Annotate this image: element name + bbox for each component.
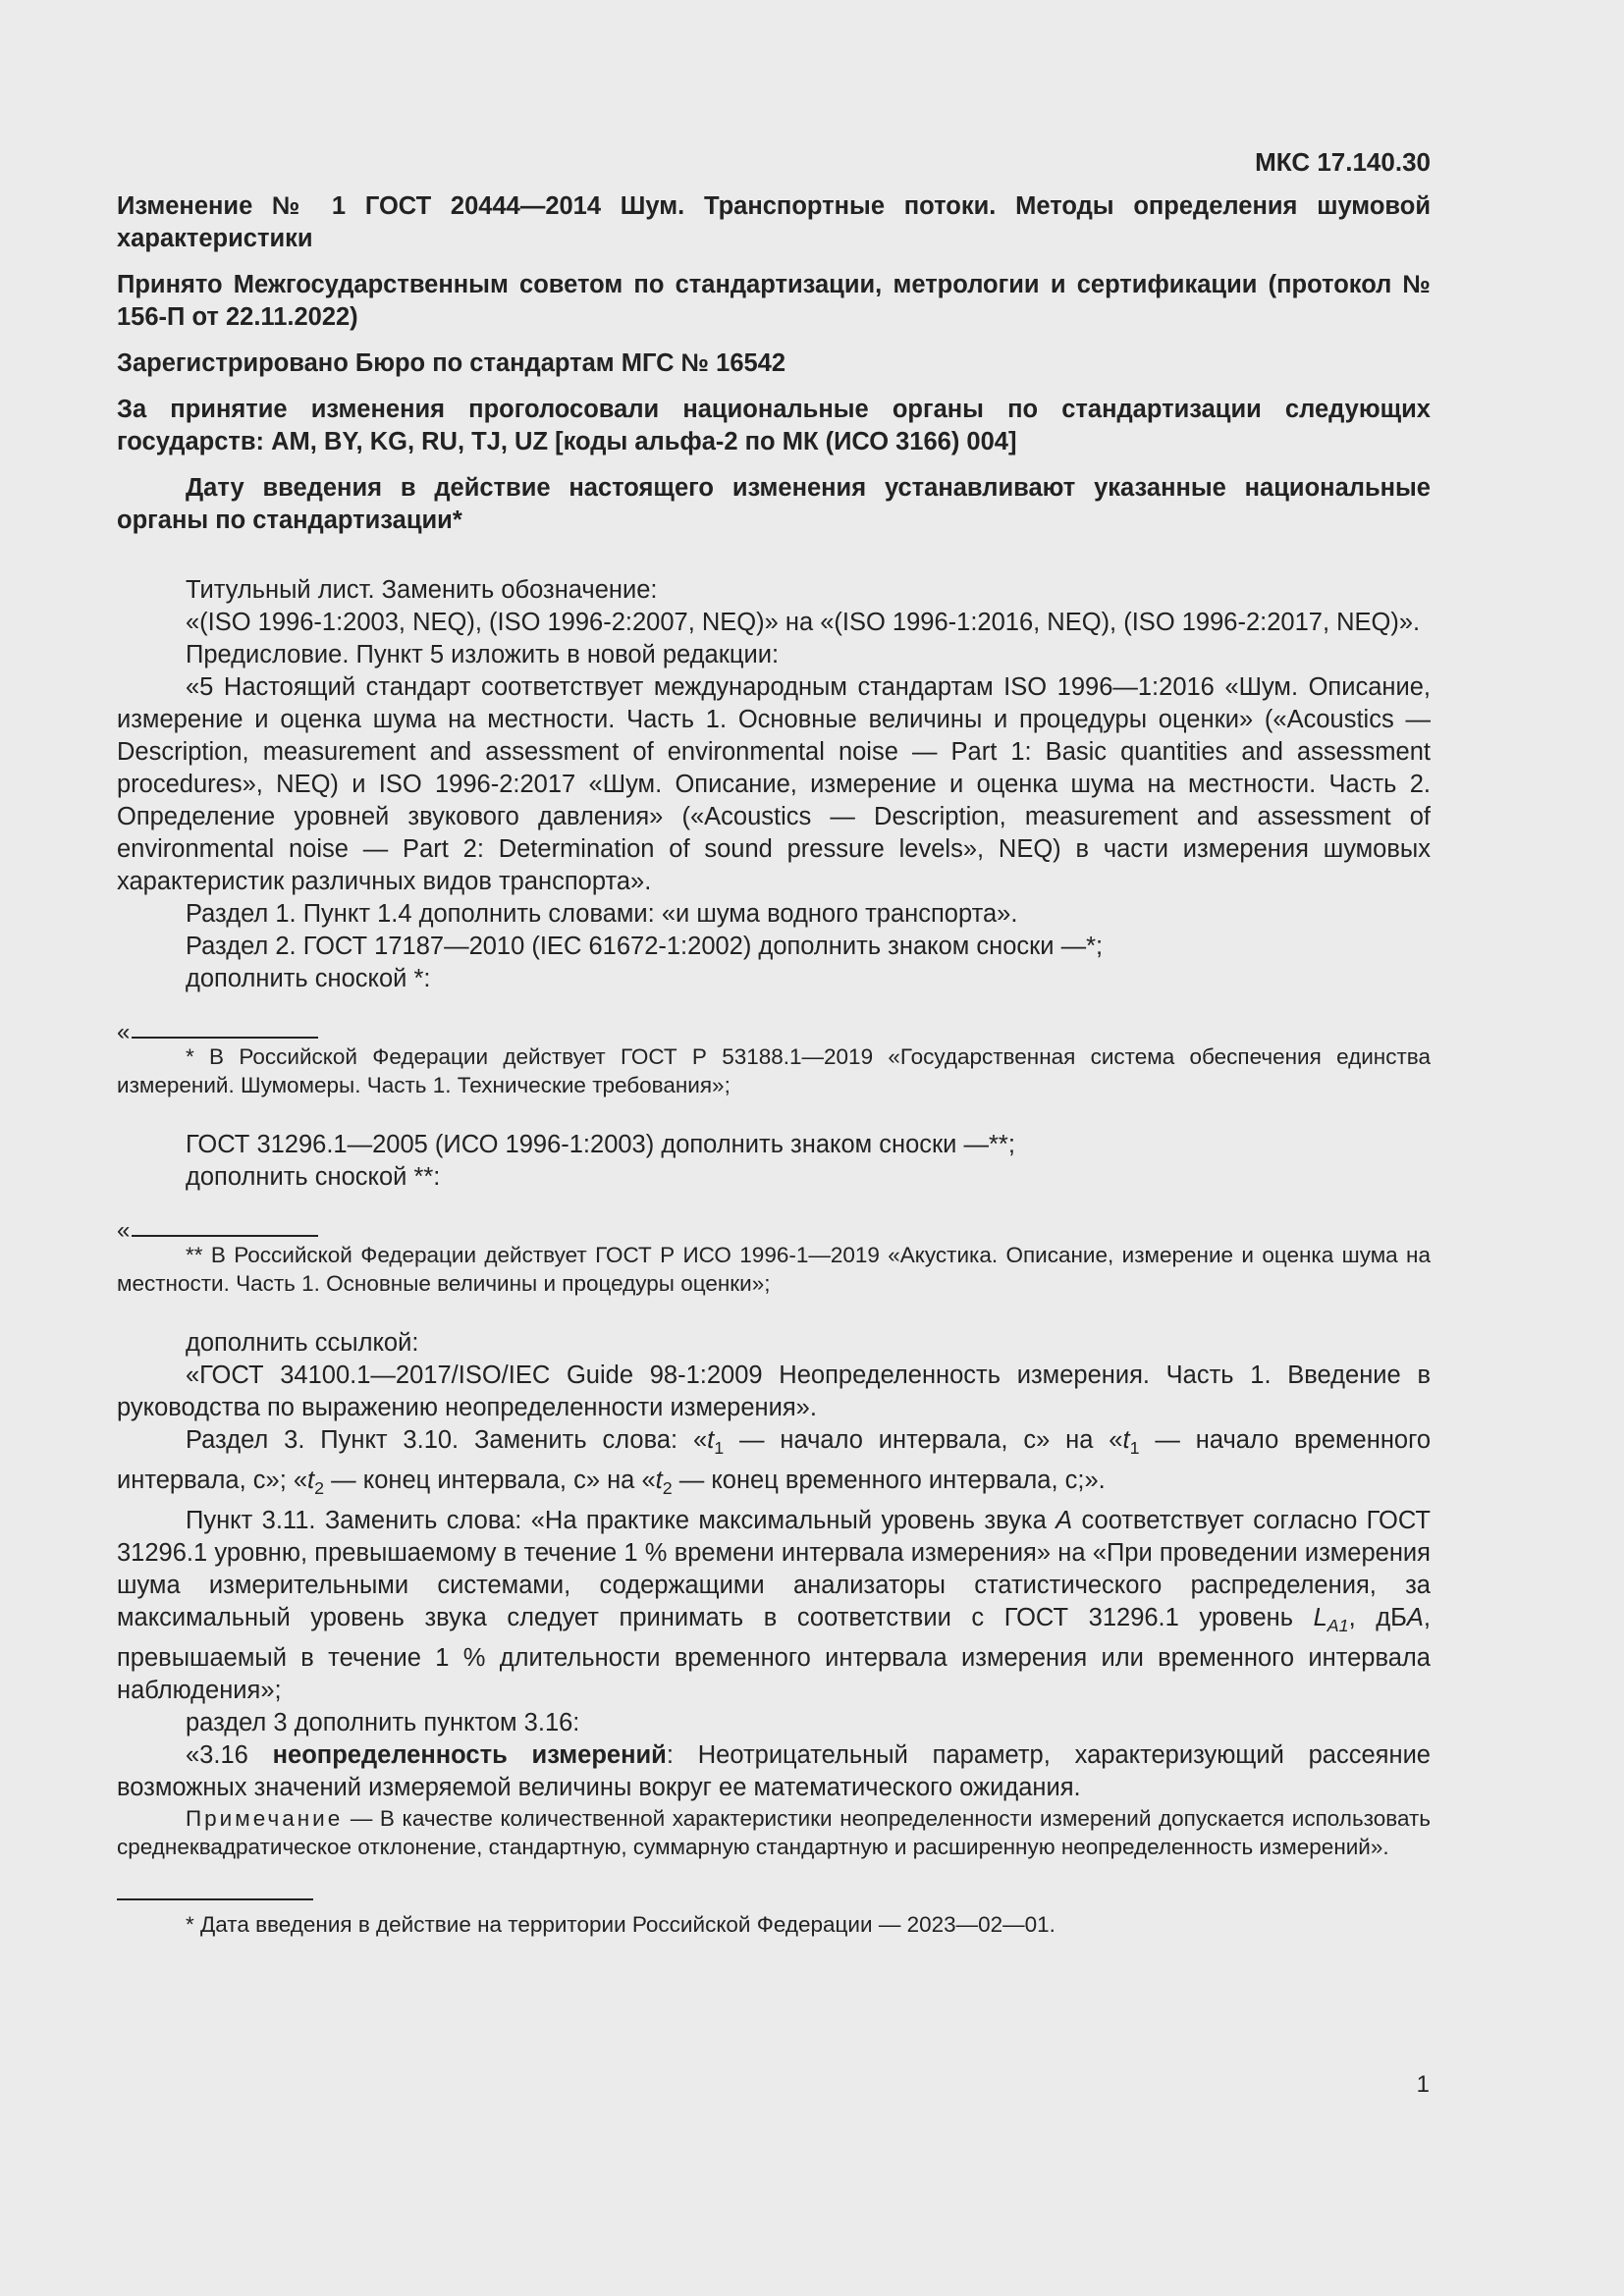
registration-statement: Зарегистрировано Бюро по стандартам МГС № 16542 [117,349,786,377]
amendment-body-continued [117,1327,1431,1804]
paragraph: дополнить ссылкой: [186,1329,419,1357]
footnote-separator [117,1019,1431,1045]
inserted-footnote-2 [117,1217,1431,1298]
page-content [117,145,1431,1939]
paragraph: «(ISO 1996-1:2003, NEQ), (ISO 1996-2:2007, NEQ)» на «(ISO 1996-1:2016, NEQ), (ISO 1996-2:2017, NEQ)». [186,609,1421,636]
paragraph: дополнить сноской **: [186,1163,441,1191]
quote-mark: « [117,1217,131,1244]
page-footnote-separator [117,1898,313,1900]
inserted-footnote-1 [117,1019,1431,1099]
paragraph: Предисловие. Пункт 5 изложить в новой редакции: [186,641,780,668]
page-number: 1 [1416,2071,1430,2098]
paragraph-t-symbols: Раздел 3. Пункт 3.10. Заменить слова: «$t_1$ — начало интервала, с» на «$t_1$ — начало временного интервала, с»; «$t_2$ — конец интервала, с» на «$t_2$ — конец временного интервала, с;». [117,1426,1432,1499]
paragraph: ГОСТ 31296.1—2005 (ИСО 1996-1:2003) дополнить знаком сноски —**; [186,1131,1015,1158]
paragraph-3-11: Пункт 3.11. Заменить слова: «На практике максимальный уровень звука A соответствует согласно ГОСТ 31296.1 уровню, превышаемому в течение 1 % времени интервала измерения» на «При проведении измерения шума измерительными системами, содержащими анализаторы статистического распределения, за максимальный уровень звука следует принимать в соответствии с ГОСТ 31296.1 уровень $L_{A1}$, дБA, превышаемый в течение 1 % длительности временного интервала измерения или временного интервала наблюдения»; [117,1507,1432,1705]
amendment-title: Изменение № 1 ГОСТ 20444—2014 Шум. Транспортные потоки. Методы определения шумовой характеристики [117,192,1431,252]
footnote-separator [117,1217,1431,1244]
defined-term: неопределенность измерений [272,1741,667,1770]
adopted-statement: Принято Межгосударственным советом по стандартизации, метрологии и сертификации (протокол № 156-П от 22.11.2022) [117,271,1431,331]
footnote-text: ** В Российской Федерации действует ГОСТ Р ИСО 1996-1—2019 «Акустика. Описание, измерение и оценка шума на местности. Часть 1. Основные величины и процедуры оценки»; [117,1243,1431,1296]
definition-3-16: «3.16 неопределенность измерений: Неотрицательный параметр, характеризующий рассеяние возможных значений измеряемой величины вокруг ее математического ожидания. [117,1741,1431,1802]
page-footnote: * Дата введения в действие на территории Российской Федерации — 2023—02—01. [186,1912,1056,1938]
paragraph: «ГОСТ 34100.1—2017/ISO/IEC Guide 98-1:2009 Неопределенность измерения. Часть 1. Введение в руководства по выражению неопределенности измерения». [117,1362,1431,1421]
voting-statement: За принятие изменения проголосовали национальные органы по стандартизации следующих государств: AM, BY, KG, RU, TJ, UZ [коды альфа-2 по МК (ИСО 3166) 004] [117,396,1431,455]
paragraph: Раздел 2. ГОСТ 17187—2010 (IEC 61672-1:2002) дополнить знаком сноски —*; [186,933,1104,960]
paragraph: дополнить сноской *: [186,965,431,992]
note: Примечание — В качестве количественной характеристики неопределенности измерений допускается использовать среднеквадратическое отклонение, стандартную, суммарную стандартную и расширенную неопределенность измерений». [117,1806,1431,1860]
separator-line [132,1235,318,1237]
paragraph: Раздел 1. Пункт 1.4 дополнить словами: «и шума водного транспорта». [186,900,1018,928]
paragraph: раздел 3 дополнить пунктом 3.16: [186,1709,580,1737]
amendment-body-continued [117,1129,1431,1194]
paragraph: «5 Настоящий стандарт соответствует международным стандартам ISO 1996—1:2016 «Шум. Описание, измерение и оценка шума на местности. Часть 1. Основные величины и процедуры оценки» («Acoustics — Description, measurement and assessment of environmental noise — Part 1: Basic quantities and assessment procedures», NEQ) и ISO 1996-2:2017 «Шум. Описание, измерение и оценка шума на местности. Часть 2. Определение уровней звукового давления» («Acoustics — Description, measurement and assessment of environmental noise — Part 2: Determination of sound pressure levels», NEQ) в части измерения шумовых характеристик различных видов транспорта». [117,673,1431,895]
effective-date-statement: Дату введения в действие настоящего изменения устанавливают указанные национальные органы по стандартизации* [117,474,1431,534]
separator-line [132,1037,318,1039]
footnote-text: * В Российской Федерации действует ГОСТ Р 53188.1—2019 «Государственная система обеспечения единства измерений. Шумомеры. Часть 1. Технические требования»; [117,1044,1431,1097]
mks-code: МКС 17.140.30 [1255,147,1431,177]
amendment-body [117,574,1431,1861]
paragraph: Титульный лист. Заменить обозначение: [186,576,658,604]
quote-mark: « [117,1019,131,1045]
note-label: Примечание [186,1806,344,1832]
